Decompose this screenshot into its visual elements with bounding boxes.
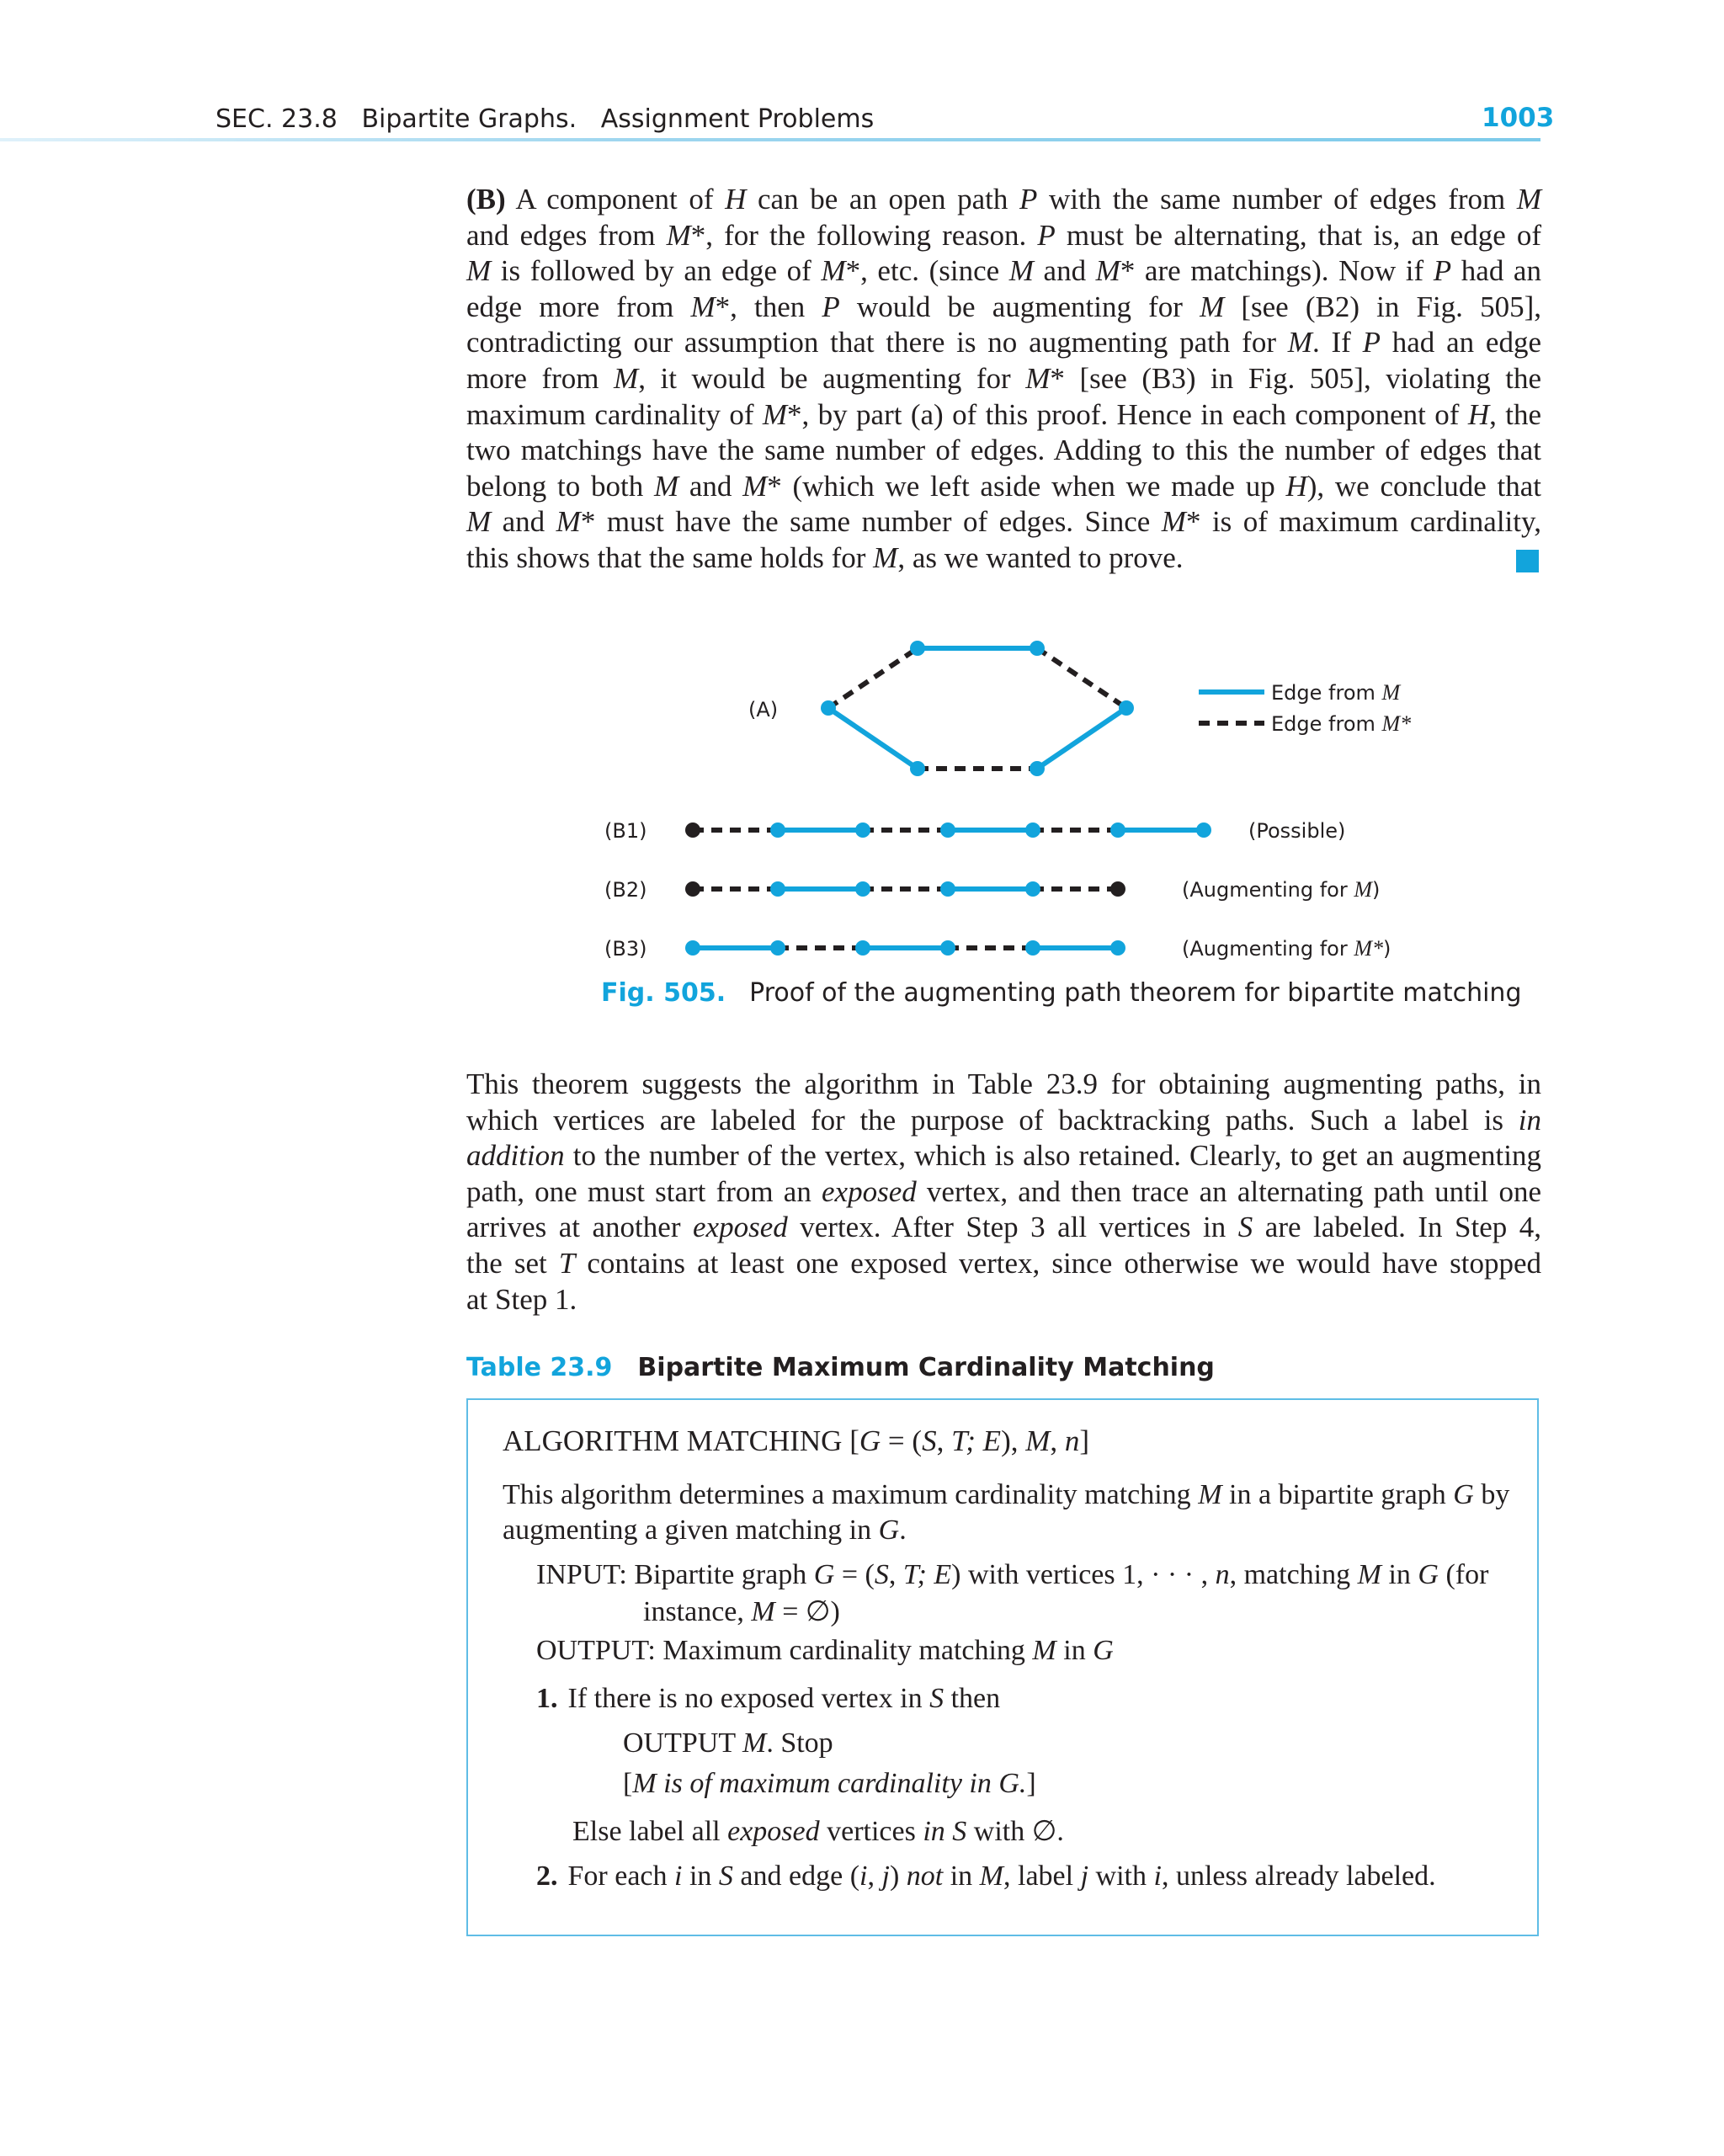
edge-solid [828, 708, 918, 769]
text-line: M is followed by an edge of M*, etc. (since M and M* are matchings). Now if P had an [466, 254, 1541, 288]
text-line: which vertices are labeled for the purpose of backtracking paths. Such a label is in [466, 1103, 1541, 1137]
vertex [1025, 940, 1040, 956]
running-header [216, 104, 874, 134]
note-augmenting-m [1182, 877, 1380, 902]
vertex [855, 822, 870, 838]
table-number: Table 23.9 [466, 1353, 613, 1382]
text-line: maximum cardinality of M*, by part (a) of this proof. Hence in each component of H, the [466, 397, 1541, 431]
vertex [685, 940, 700, 956]
text-line: path, one must start from an exposed vertex, and then trace an alternating path until one [466, 1174, 1541, 1208]
figure-caption [601, 978, 1521, 1008]
table-title: Bipartite Maximum Cardinality Matching [637, 1353, 1215, 1382]
text-line: addition to the number of the vertex, which is also retained. Clearly, to get an augmenting [466, 1139, 1541, 1173]
vertex [855, 940, 870, 956]
step-1-output: OUTPUT M. Stop [623, 1727, 833, 1759]
note-symbol: M* [1354, 936, 1384, 961]
table-caption [466, 1353, 1215, 1382]
end-of-proof-square [1516, 550, 1539, 572]
vertex [940, 940, 955, 956]
step-text: If there is no exposed vertex in S then [567, 1683, 1001, 1714]
step-number: 1. [536, 1683, 558, 1714]
text-line: (B) A component of H can be an open path P with the same number of edges from M [466, 183, 1541, 216]
vertex [1030, 641, 1045, 656]
algorithm-description: augmenting a given matching in G. [503, 1515, 907, 1546]
algorithm-description: This algorithm determines a maximum cardinality matching M in a bipartite graph G by [503, 1479, 1510, 1510]
note-suffix: ) [1372, 878, 1381, 902]
text-line: more from M, it would be augmenting for M* [see (B3) in Fig. 505], violating the [466, 361, 1541, 395]
step-number: 2. [536, 1861, 558, 1892]
note-prefix: (Augmenting for [1182, 937, 1354, 961]
legend-solid-label: Edge from M [1271, 680, 1401, 705]
vertex [910, 761, 925, 776]
edge-dashed [1037, 648, 1126, 708]
vertex-exposed [685, 822, 700, 838]
algorithm-title: ALGORITHM MATCHING [G = (S, T; E), M, n] [503, 1424, 1090, 1457]
figure-number: Fig. 505. [601, 978, 726, 1008]
note-suffix: ) [1383, 937, 1391, 961]
text-line: This theorem suggests the algorithm in Table 23.9 for obtaining augmenting paths, in [466, 1067, 1541, 1100]
algorithm-input-cont: instance, M = ∅) [643, 1596, 840, 1627]
algorithm-input: INPUT: Bipartite graph G = (S, T; E) with vertices 1, · · · , n, matching M in G (for [536, 1559, 1489, 1590]
vertex-exposed [1110, 881, 1125, 897]
page-number: 1003 [1482, 103, 1555, 133]
text-line: edge more from M*, then P would be augmenting for M [see (B2) in Fig. 505], [466, 290, 1541, 323]
text-line: at Step 1. [466, 1282, 577, 1316]
header-rule [0, 138, 1540, 141]
text-line: arrives at another exposed vertex. After Step 3 all vertices in S are labeled. In Step 4, [466, 1211, 1542, 1244]
text-line: two matchings have the same number of edges. Adding to this the number of edges that [466, 434, 1541, 467]
step-1 [536, 1683, 1000, 1715]
proof-paragraph [466, 182, 1541, 577]
vertex [940, 881, 955, 897]
note-prefix: (Augmenting for [1182, 878, 1354, 902]
vertex [1025, 881, 1040, 897]
vertex [821, 700, 836, 716]
label-b1: (B1) [604, 819, 647, 843]
vertex [940, 822, 955, 838]
text-line: and edges from M*, for the following reason. P must be alternating, that is, an edge of [466, 218, 1541, 252]
text-line: the set T contains at least one exposed vertex, since otherwise we would have stopped [466, 1246, 1542, 1280]
label-b3: (B3) [604, 937, 647, 961]
step-1-comment: [M is of maximum cardinality in G.] [623, 1768, 1036, 1799]
note-augmenting-mstar [1182, 936, 1391, 961]
vertex [770, 940, 785, 956]
vertex [770, 881, 785, 897]
vertex [1119, 700, 1134, 716]
vertex [1196, 822, 1211, 838]
legend-dashed-label: Edge from M* [1271, 711, 1412, 736]
vertex [1030, 761, 1045, 776]
step-text: For each i in S and edge (i, j) not in M, label j with i, unless already labeled. [567, 1861, 1436, 1892]
vertex [1110, 940, 1125, 956]
body-paragraph [466, 1067, 1541, 1318]
figure-caption-text: Proof of the augmenting path theorem for bipartite matching [749, 978, 1522, 1008]
note-symbol: M [1354, 877, 1373, 902]
label-b2: (B2) [604, 878, 647, 902]
text-line: this shows that the same holds for M, as we wanted to prove. [466, 540, 1184, 574]
vertex [910, 641, 925, 656]
vertex [1110, 822, 1125, 838]
section-number: SEC. 23.8 [216, 104, 338, 134]
text-line: belong to both M and M* (which we left aside when we made up H), we conclude that [466, 469, 1542, 503]
edge-dashed [828, 648, 918, 708]
vertex [770, 822, 785, 838]
note-possible: (Possible) [1248, 819, 1346, 843]
algorithm-output: OUTPUT: Maximum cardinality matching M in G [536, 1635, 1114, 1666]
step-2 [536, 1861, 1436, 1892]
section-title: Bipartite Graphs. Assignment Problems [361, 104, 875, 134]
edge-solid [1037, 708, 1126, 769]
text-line: M and M* must have the same number of edges. Since M* is of maximum cardinality, [466, 505, 1541, 539]
vertex-exposed [685, 881, 700, 897]
label-a: (A) [748, 698, 779, 721]
step-1-else: Else label all exposed vertices in S with ∅. [572, 1816, 1064, 1847]
vertex [1025, 822, 1040, 838]
vertex [855, 881, 870, 897]
text-line: contradicting our assumption that there is no augmenting path for M. If P had an edge [466, 326, 1542, 359]
